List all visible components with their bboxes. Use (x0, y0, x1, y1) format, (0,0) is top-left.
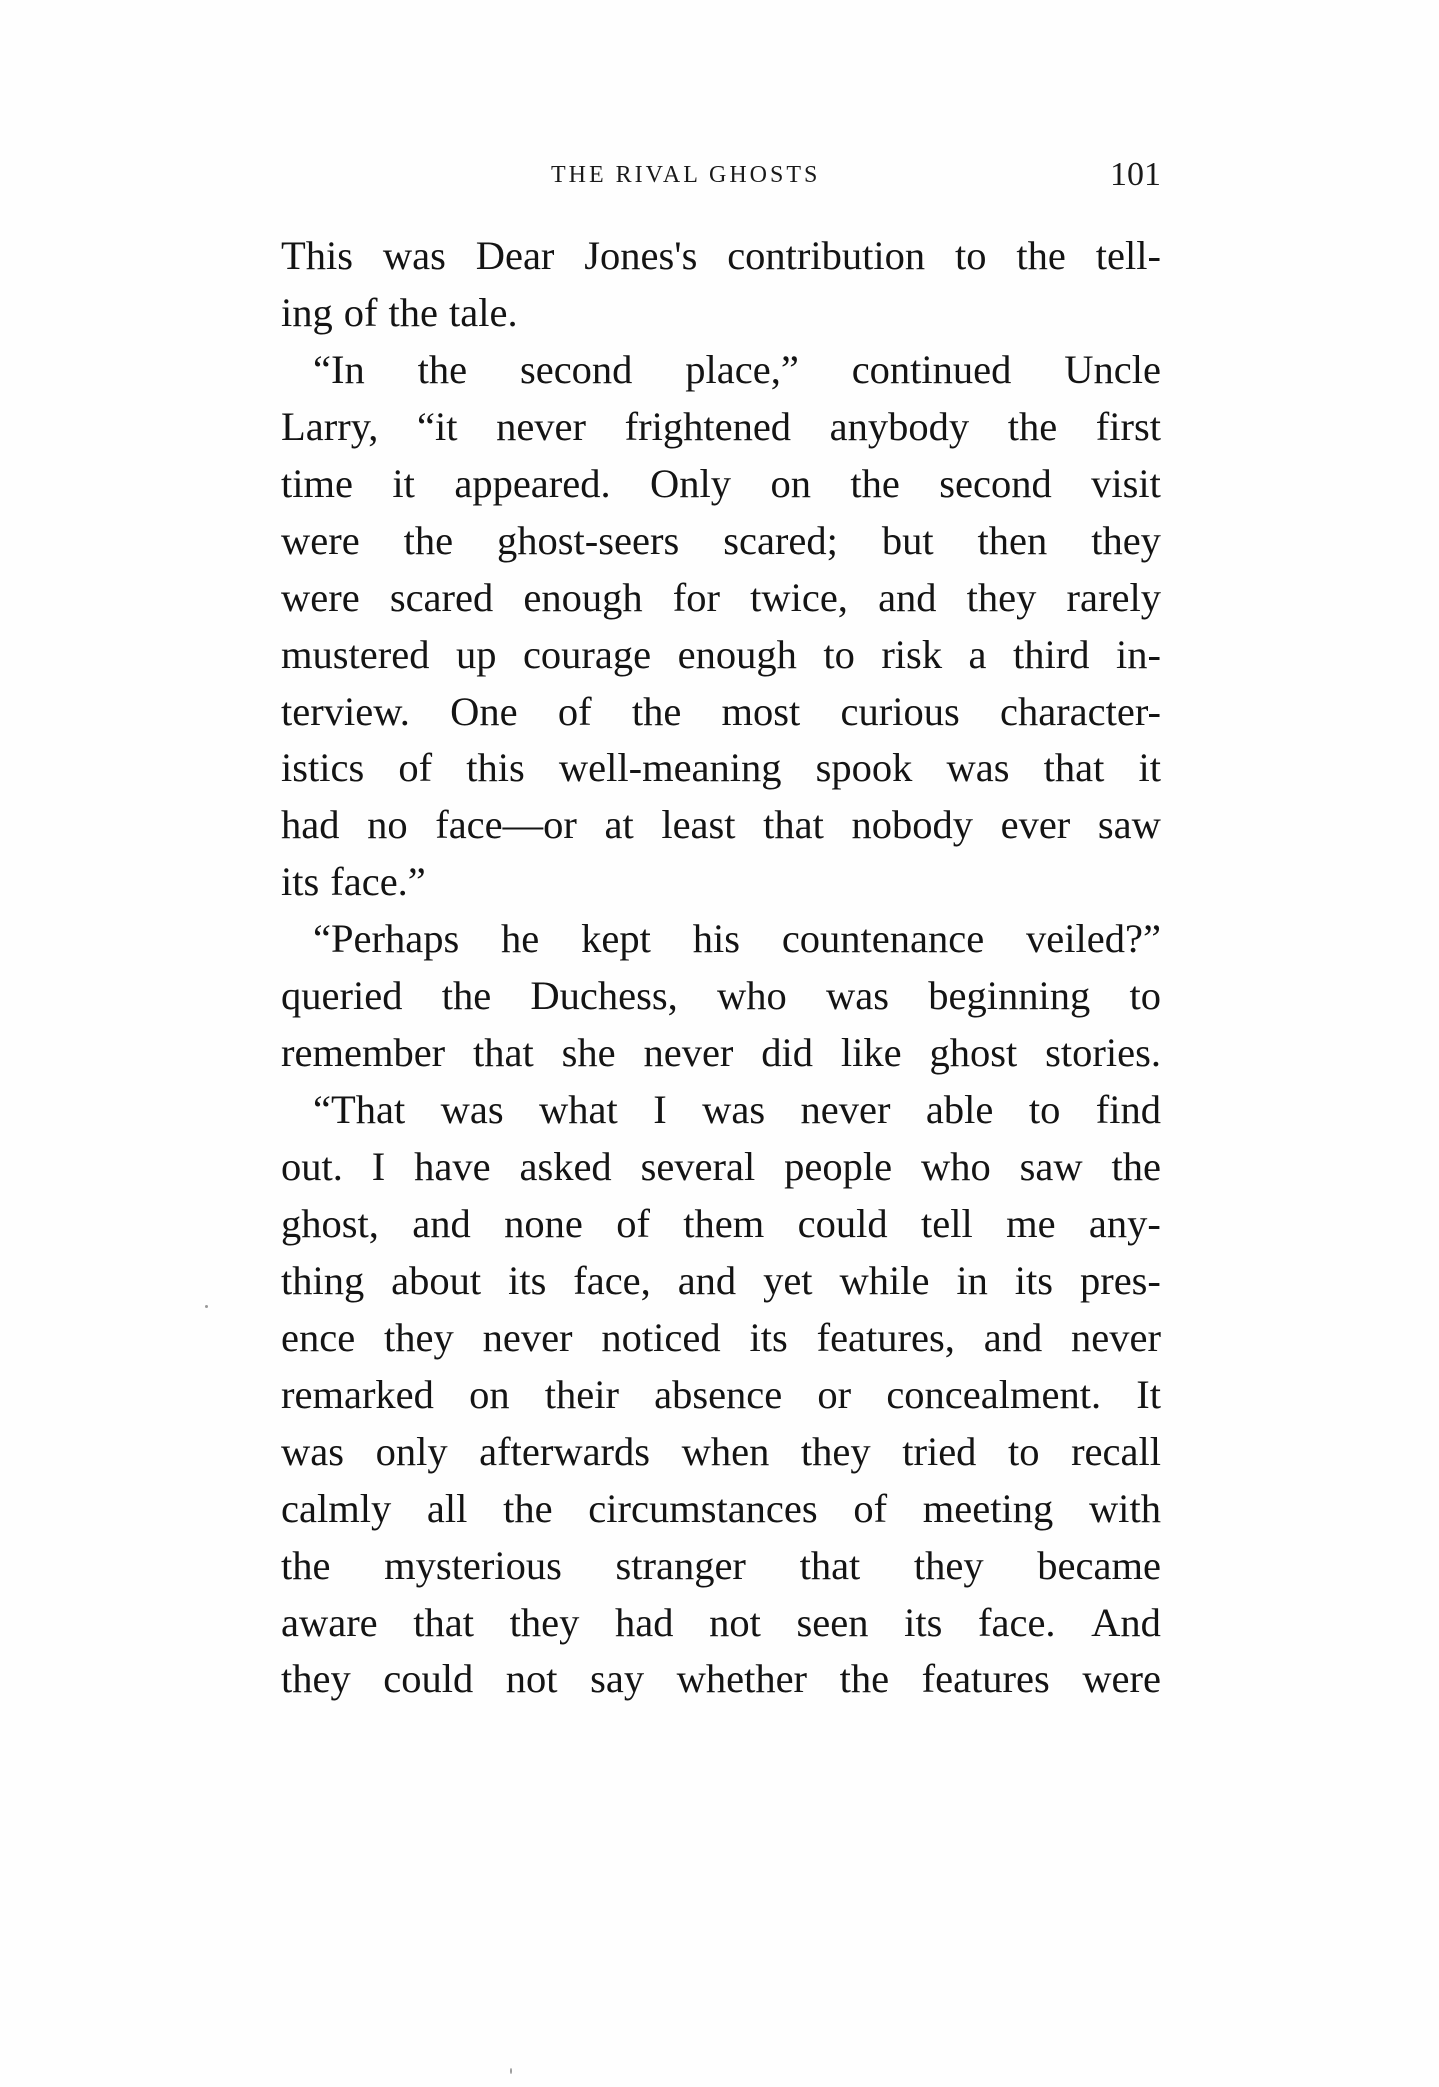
page-number: 101 (1110, 156, 1161, 193)
paper-speck (510, 2068, 512, 2074)
running-head (281, 156, 1161, 200)
text-line: ing of the tale. (281, 289, 518, 335)
text-line: queried the Duchess, who was beginning to (281, 973, 1161, 1019)
text-line: out. I have asked several people who saw the (281, 1144, 1161, 1189)
text-line: they could not say whether the features were (281, 1656, 1161, 1702)
text-line: calmly all the circumstances of meeting with (281, 1485, 1161, 1531)
text-line: was only afterwards when they tried to recall (281, 1428, 1161, 1474)
text-line: istics of this well-meaning spook was that it (281, 745, 1161, 791)
text-line: its face.” (281, 859, 426, 905)
text-line: terview. One of the most curious character- (281, 688, 1161, 734)
text-line: ghost, and none of them could tell me any- (281, 1200, 1161, 1246)
text-line: were scared enough for twice, and they rarely (281, 574, 1161, 620)
text-line: Larry, “it never frightened anybody the first (281, 403, 1161, 449)
text-line: were the ghost-seers scared; but then they (281, 517, 1161, 563)
body-text (281, 228, 1161, 1708)
text-line: thing about its face, and yet while in its pres- (281, 1257, 1161, 1303)
text-line: “Perhaps he kept his countenance veiled?” (313, 916, 1161, 962)
text-line: “That was what I was never able to find (313, 1087, 1161, 1133)
text-line: This was Dear Jones's contribution to the tell- (281, 233, 1161, 278)
text-line: “In the second place,” continued Uncle (313, 346, 1161, 392)
text-line: remarked on their absence or concealment. It (281, 1371, 1161, 1417)
text-line: mustered up courage enough to risk a third in- (281, 631, 1161, 677)
running-title: THE RIVAL GHOSTS (551, 162, 821, 188)
text-line: aware that they had not seen its face. And (281, 1599, 1161, 1645)
text-line: remember that she never did like ghost stories. (281, 1030, 1161, 1076)
text-line: the mysterious stranger that they became (281, 1542, 1161, 1588)
paper-speck (205, 1305, 208, 1308)
text-line: time it appeared. Only on the second visit (281, 460, 1161, 506)
text-line: ence they never noticed its features, and never (281, 1314, 1161, 1360)
text-line: had no face—or at least that nobody ever saw (281, 802, 1161, 848)
